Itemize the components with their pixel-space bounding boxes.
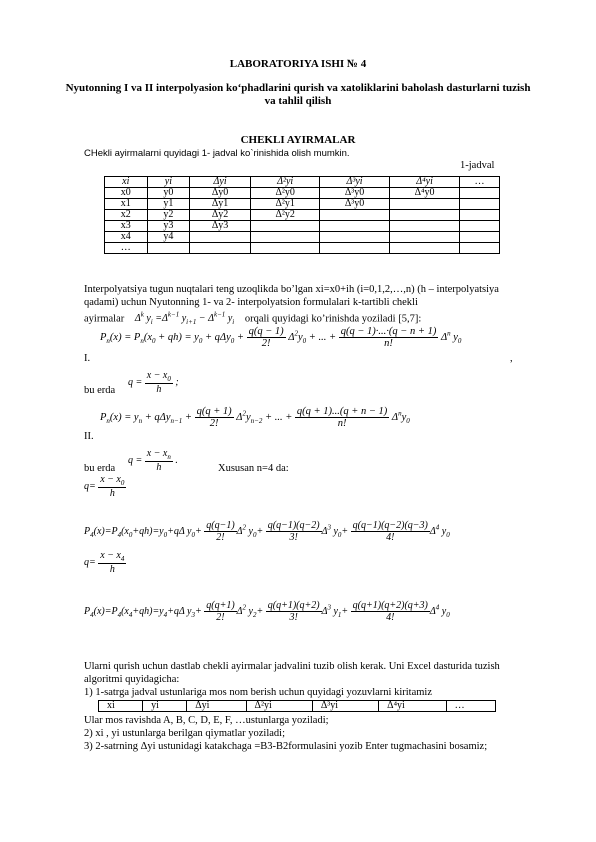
- table-header-cell: …: [460, 177, 500, 188]
- table-caption: 1-jadval: [460, 160, 495, 171]
- table-cell: Δ²y1: [251, 199, 320, 210]
- table-header-row: [105, 177, 500, 188]
- table-row: [105, 188, 500, 199]
- difference-table: [104, 176, 500, 254]
- table-cell: Δy1: [190, 199, 251, 210]
- table-cell: Δ²y2: [251, 210, 320, 221]
- column-name-cell: Δyi: [187, 701, 246, 712]
- lab-subtitle: Nyutonning I va II interpolyasion koʻphadlarini qurish va xatoliklarini baholash dasturlarni tuzish va tahlil qilish: [65, 82, 531, 107]
- step-1-tail: Ular mos ravishda A, B, C, D, E, F, …ustunlarga yoziladi;: [84, 715, 329, 726]
- table-cell: y1: [147, 199, 190, 210]
- table-cell: [190, 232, 251, 243]
- table-cell: Δ³y0: [320, 199, 389, 210]
- formula-P4-forward: $P_4(x)=P_4(x_0+qh)=y_0+q\Delta$ $y_0+$ $\frac{q(q-1)}{2!}$ $\Delta^2$ $y_0+$ $\frac{q(q-1)(q-2)}{3!}$ $\Delta^3$ $y_0+$ $\frac{q(q-1)(q-2)(q-3)}{4!}$ $\Delta^4$ $y_0$: [84, 520, 450, 543]
- step-3: 3) 2-satrning Δyi ustunidagi katakchaga =B3-B2formulasini yozib Enter tugmachasini bosamiz;: [84, 741, 488, 752]
- table-cell: x0: [105, 188, 148, 199]
- step-2: 2) xi , yi ustunlarga berilgan qiymatlar yoziladi;: [84, 728, 286, 739]
- table-cell: [389, 243, 460, 254]
- table-cell: y4: [147, 232, 190, 243]
- q-definition-1: q = $\frac{x - x_0}{h}$ ;: [128, 370, 179, 395]
- table-cell: [147, 243, 190, 254]
- table-header-cell: yi: [147, 177, 190, 188]
- table-cell: y0: [147, 188, 190, 199]
- table-cell: [320, 232, 389, 243]
- table-row: [105, 232, 500, 243]
- table-header-cell: Δ³yi: [320, 177, 389, 188]
- table-cell: x3: [105, 221, 148, 232]
- table-cell: Δy0: [190, 188, 251, 199]
- formula-P4-backward: $P_4(x)=P_4(x_4+qh)=y_4+q\Delta$ $y_3+$ $\frac{q(q+1)}{2!}$ $\Delta^2$ $y_2+$ $\frac{q(q+1)(q+2)}{3!}$ $\Delta^3$ $y_1+$ $\frac{q(q+1)(q+2)(q+3)}{4!}$ $\Delta^4$ $y_0$: [84, 600, 450, 623]
- table-cell: Δ⁴y0: [389, 188, 460, 199]
- table-header-cell: Δ²yi: [251, 177, 320, 188]
- column-names-row: [99, 701, 496, 712]
- q-x0: q= $\frac{x - x_0}{h}$: [84, 474, 125, 499]
- table-cell: [320, 221, 389, 232]
- column-name-cell: yi: [143, 701, 187, 712]
- table-cell: [460, 210, 500, 221]
- table-cell: [251, 221, 320, 232]
- table-cell: [320, 210, 389, 221]
- formula-I: $P_n(x) = P_n(x_0 + qh) = y_0 + q\Delta y_0$ + $\frac{q(q - 1)}{2!}$ $\Delta^2y_0$ + ... + $\frac{q(q - 1)\cdot...\cdot(q - n + 1)}{n!}$ $\Delta^n$ $y_0$: [100, 326, 462, 349]
- q-definition-2: q = $\frac{x - x_n}{h}$ .: [128, 448, 178, 473]
- table-cell: Δ²y0: [251, 188, 320, 199]
- xususan-text: Xususan n=4 da:: [218, 463, 289, 474]
- intro-text: CHekli ayirmalarni quyidagi 1- jadval ko`rinishida olish mumkin.: [84, 148, 350, 159]
- table-cell: x2: [105, 210, 148, 221]
- column-name-cell: Δ⁴yi: [379, 701, 446, 712]
- para1-suffix: orqali quyidagi ko’rinishda yoziladi [5,7]:: [244, 313, 422, 325]
- table-row: [105, 199, 500, 210]
- comma: ,: [510, 353, 513, 364]
- table-cell: [460, 221, 500, 232]
- section-title: CHEKLI AYIRMALAR: [240, 134, 356, 146]
- label-I: I.: [84, 353, 91, 364]
- table-cell: [460, 232, 500, 243]
- table-cell: x4: [105, 232, 148, 243]
- table-cell: y3: [147, 221, 190, 232]
- para1-prefix: ayirmalar: [84, 313, 125, 325]
- table-cell: [389, 221, 460, 232]
- paragraph-1: Interpolyatsiya tugun nuqtalari teng uzoqlikda bo’lgan xi=x0+ih (i=0,1,2,…,n) (h – interpolyatsiya qadami) uchun Nyutonning 1- va 2- interpolyatsion formulalari k-tartibli chekli: [84, 284, 499, 308]
- q-x4: q= $\frac{x - x_4}{h}$: [84, 550, 125, 575]
- table-cell: [190, 243, 251, 254]
- table-header-cell: xi: [105, 177, 148, 188]
- table-cell: [251, 243, 320, 254]
- lab-title: LABORATORIYA ISHI № 4: [229, 58, 367, 70]
- table-header-cell: Δyi: [190, 177, 251, 188]
- table-cell: [320, 243, 389, 254]
- column-names-table: [98, 700, 496, 712]
- formula-II: $P_n(x) = y_n + q\Delta y_{n-1}$ + $\frac{q(q + 1)}{2!}$ $\Delta^2y_{n-2}$ + ... + $\frac{q(q + 1)...(q + n - 1)}{n!}$ $\Delta^ny_0$: [100, 406, 410, 429]
- table-cell: [389, 199, 460, 210]
- column-name-cell: Δ²yi: [246, 701, 312, 712]
- bu-erda-2: bu erda: [84, 463, 116, 474]
- step-1: 1) 1-satrga jadval ustunlariga mos nom berish uchun quyidagi yozuvlarni kiritamiz: [84, 687, 432, 698]
- table-row: [105, 210, 500, 221]
- table-cell: Δy3: [190, 221, 251, 232]
- table-cell: …: [105, 243, 148, 254]
- table-cell: [389, 232, 460, 243]
- column-name-cell: Δ³yi: [312, 701, 378, 712]
- paragraph-2: Ularni qurish uchun dastlab chekli ayirmalar jadvalini tuzib olish kerak. Uni Excel dasturida tuzish algoritmi quyidagicha:: [84, 661, 500, 685]
- column-name-cell: …: [446, 701, 495, 712]
- table-header-cell: Δ⁴yi: [389, 177, 460, 188]
- table-cell: [460, 188, 500, 199]
- table-cell: [389, 210, 460, 221]
- label-II: II.: [84, 431, 94, 442]
- table-cell: y2: [147, 210, 190, 221]
- table-cell: [460, 243, 500, 254]
- table-cell: Δ³y0: [320, 188, 389, 199]
- table-cell: [251, 232, 320, 243]
- table-row: [105, 221, 500, 232]
- table-cell: x1: [105, 199, 148, 210]
- table-cell: Δy2: [190, 210, 251, 221]
- table-cell: [460, 199, 500, 210]
- column-name-cell: xi: [99, 701, 143, 712]
- k-difference-formula: $\Delta^k$ $y_i =\Delta^{k-1}$ $y_{i+1} - \Delta^{k-1}$ $y_i$: [134, 311, 235, 327]
- table-row: [105, 243, 500, 254]
- bu-erda-1: bu erda: [84, 385, 116, 396]
